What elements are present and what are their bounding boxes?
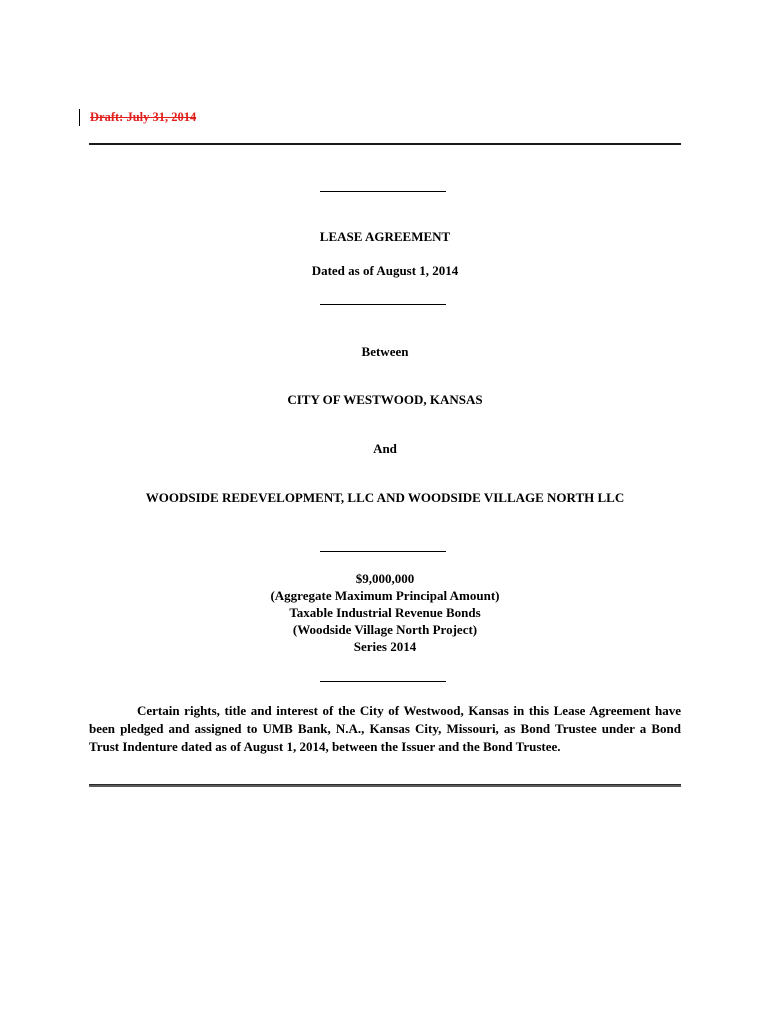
party-two: WOODSIDE REDEVELOPMENT, LLC AND WOODSIDE VILLAGE NORTH LLC (145, 490, 625, 505)
bond-description (89, 570, 681, 655)
separator-dash-1 (320, 191, 446, 192)
assignment-notice-text: Certain rights, title and interest of the City of Westwood, Kansas in this Lease Agreement have been pledged and assigned to UMB Bank, N.A., Kansas City, Missouri, as Bond Trustee under a Bond Trust Indenture dated as of August 1, 2014, between the Issuer and the Bond Trustee. (89, 703, 681, 754)
bond-series: Series 2014 (353, 639, 417, 654)
bond-type: Taxable Industrial Revenue Bonds (289, 605, 481, 620)
separator-dash-2 (320, 304, 446, 305)
bond-project: (Woodside Village North Project) (292, 622, 478, 637)
bottom-horizontal-rule (89, 784, 681, 787)
separator-dash-4 (320, 681, 446, 682)
separator-dash-3 (320, 551, 446, 552)
between-label: Between (361, 344, 409, 359)
document-title: LEASE AGREEMENT (319, 229, 451, 244)
assignment-notice (89, 702, 681, 756)
party-one: CITY OF WESTWOOD, KANSAS (287, 392, 483, 407)
bond-amount-note: (Aggregate Maximum Principal Amount) (270, 588, 500, 603)
and-label: And (373, 441, 397, 456)
bond-amount: $9,000,000 (355, 571, 415, 586)
revision-change-bar (79, 109, 80, 126)
draft-date-label: Draft: July 31, 2014 (90, 110, 197, 124)
top-horizontal-rule (89, 143, 681, 145)
dated-line: Dated as of August 1, 2014 (311, 263, 459, 278)
